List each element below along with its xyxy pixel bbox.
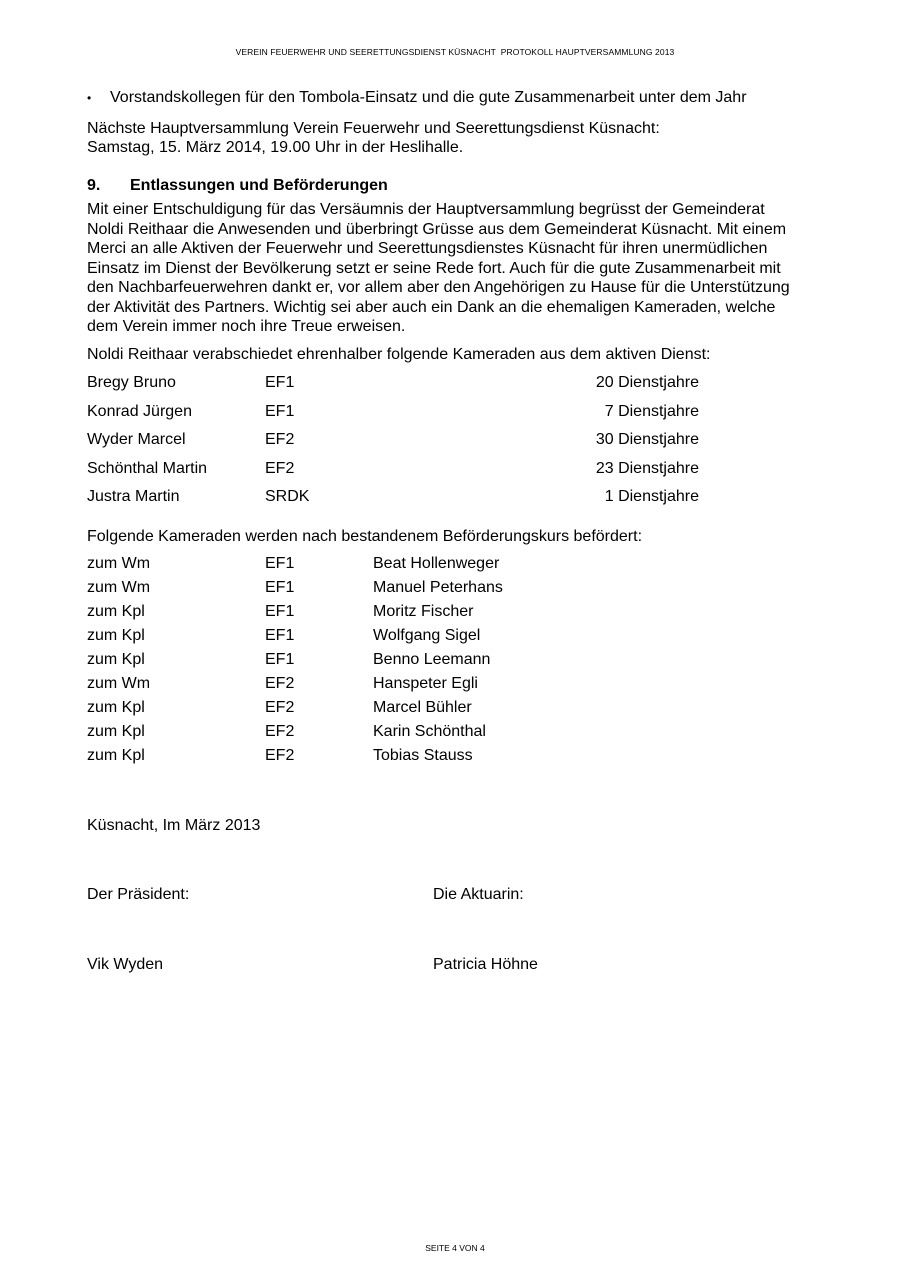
bullet-text: Vorstandskollegen für den Tombola-Einsatz und die gute Zusammenarbeit unter dem Jahr	[110, 89, 747, 106]
paragraph-line: Noldi Reithaar die Anwesenden und überbringt Grüsse aus dem Gemeinderat Küsnacht. Mit einem	[87, 220, 787, 238]
discharge-intro: Noldi Reithaar verabschiedet ehrenhalber folgende Kameraden aus dem aktiven Dienst:	[87, 346, 711, 363]
promotion-rank: zum Wm	[87, 579, 151, 596]
promotion-intro: Folgende Kameraden werden nach bestandenem Beförderungskurs befördert:	[87, 528, 643, 545]
discharge-years: 1 Dienstjahre	[604, 488, 699, 505]
place-date: Küsnacht, Im März 2013	[87, 817, 261, 834]
discharge-unit: EF1	[265, 374, 295, 391]
promotion-row	[0, 555, 910, 575]
discharge-name: Justra Martin	[87, 488, 180, 505]
president-label: Der Präsident:	[87, 886, 190, 903]
promotion-unit: EF2	[265, 747, 295, 764]
promotion-rank: zum Kpl	[87, 651, 145, 668]
promotion-unit: EF1	[265, 579, 295, 596]
promotion-rank: zum Wm	[87, 675, 151, 692]
next-meeting-line-1: Nächste Hauptversammlung Verein Feuerwehr und Seerettungsdienst Küsnacht:	[87, 120, 660, 137]
promotion-unit: EF1	[265, 651, 295, 668]
bullet-symbol: •	[87, 91, 92, 105]
discharge-row	[0, 431, 910, 451]
section-number: 9.	[87, 177, 101, 194]
promotion-unit: EF2	[265, 723, 295, 740]
promotion-name: Wolfgang Sigel	[373, 627, 481, 644]
promotion-name: Benno Leemann	[373, 651, 491, 668]
discharge-row	[0, 488, 910, 508]
promotion-row	[0, 675, 910, 695]
discharge-row	[0, 403, 910, 423]
discharge-unit: EF1	[265, 402, 295, 420]
secretary-name: Patricia Höhne	[433, 956, 538, 973]
section-title: Entlassungen und Beförderungen	[130, 177, 388, 194]
promotion-unit: EF2	[265, 699, 295, 716]
promotion-row	[0, 627, 910, 647]
discharge-row	[0, 374, 910, 394]
promotion-unit: EF1	[265, 603, 295, 620]
promotion-name: Beat Hollenweger	[373, 555, 500, 572]
promotion-name: Hanspeter Egli	[373, 675, 478, 692]
president-name: Vik Wyden	[87, 956, 164, 973]
promotion-unit: EF2	[265, 675, 295, 692]
secretary-label: Die Aktuarin:	[433, 886, 524, 903]
discharge-years: 7 Dienstjahre	[604, 402, 699, 420]
promotion-name: Karin Schönthal	[373, 723, 486, 740]
discharge-unit: EF2	[265, 431, 295, 448]
discharge-row	[0, 460, 910, 480]
promotion-name: Moritz Fischer	[373, 603, 474, 620]
promotion-rank: zum Kpl	[87, 747, 145, 764]
promotion-name: Manuel Peterhans	[373, 579, 503, 596]
promotion-row	[0, 723, 910, 743]
promotion-name: Marcel Bühler	[373, 699, 472, 716]
promotion-unit: EF1	[265, 627, 295, 644]
promotion-rank: zum Kpl	[87, 699, 145, 716]
discharge-name: Konrad Jürgen	[87, 402, 192, 420]
promotion-row	[0, 747, 910, 767]
promotion-rank: zum Kpl	[87, 627, 145, 644]
promotion-rank: zum Kpl	[87, 723, 145, 740]
paragraph-line: Einsatz im Dienst der Bevölkerung setzt er seine Rede fort. Auch für die gute Zusammenarbeit mit	[87, 259, 781, 277]
discharge-name: Wyder Marcel	[87, 431, 186, 448]
discharge-name: Schönthal Martin	[87, 459, 208, 477]
promotion-row	[0, 699, 910, 719]
discharge-name: Bregy Bruno	[87, 374, 176, 391]
promotion-row	[0, 579, 910, 599]
paragraph-line: dem Verein immer noch ihre Treue erweisen.	[87, 318, 406, 335]
promotion-row	[0, 651, 910, 671]
discharge-years: 20 Dienstjahre	[595, 374, 699, 391]
discharge-years: 23 Dienstjahre	[595, 459, 699, 477]
paragraph-line: den Nachbarfeuerwehren dankt er, vor allem aber den Angehörigen zu Hause für die Unterstützung	[87, 279, 790, 296]
discharge-unit: EF2	[265, 459, 295, 477]
page-header: VEREIN FEUERWEHR UND SEERETTUNGSDIENST KÜSNACHT PROTOKOLL HAUPTVERSAMMLUNG 2013	[235, 47, 675, 57]
discharge-unit: SRDK	[265, 488, 310, 505]
promotion-rank: zum Wm	[87, 555, 151, 572]
discharge-years: 30 Dienstjahre	[595, 431, 699, 448]
paragraph-line: Mit einer Entschuldigung für das Versäumnis der Hauptversammlung begrüsst der Gemeinderat	[87, 201, 765, 218]
paragraph-line: der Aktivität des Partners. Wichtig sei aber auch ein Dank an die ehemaligen Kameraden, welche	[87, 298, 776, 316]
page-footer: SEITE 4 VON 4	[425, 1243, 485, 1253]
promotion-name: Tobias Stauss	[373, 747, 473, 764]
promotion-row	[0, 603, 910, 623]
promotion-unit: EF1	[265, 555, 295, 572]
promotion-rank: zum Kpl	[87, 603, 145, 620]
next-meeting-line-2: Samstag, 15. März 2014, 19.00 Uhr in der Heslihalle.	[87, 139, 464, 156]
paragraph-line: Merci an alle Aktiven der Feuerwehr und Seerettungsdienstes Küsnacht für ihren unermüdlichen	[87, 240, 768, 257]
